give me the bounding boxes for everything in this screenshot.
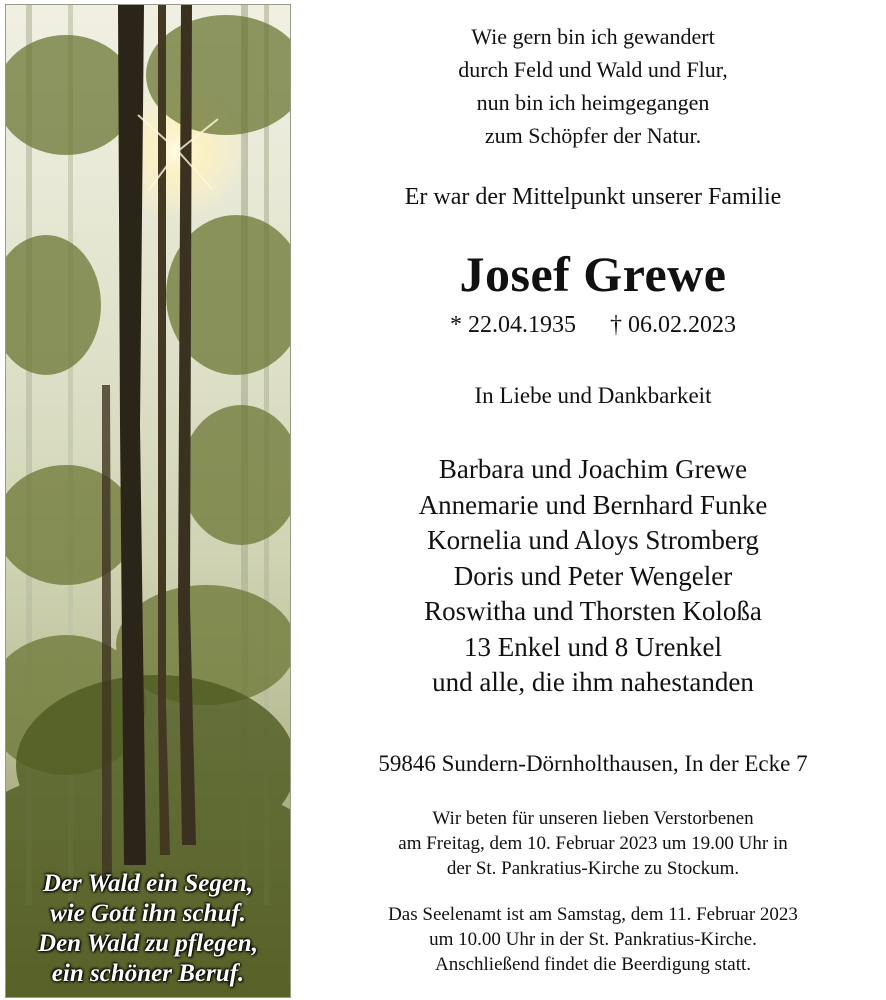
photo-poem-line: ein schöner Beruf. (51, 960, 245, 987)
mourner-line: Annemarie und Bernhard Funke (418, 489, 768, 520)
mourners-list (300, 452, 886, 701)
service-line: der St. Pankratius-Kirche zu Stockum. (446, 858, 740, 879)
verse (300, 20, 886, 152)
birth-date: * 22.04.1935 (450, 312, 576, 338)
service-line: am Freitag, dem 10. Februar 2023 um 19.00 Uhr in (398, 833, 788, 854)
mourner-line: Roswitha und Thorsten Koloßa (424, 596, 762, 626)
mourner-line: Barbara und Joachim Grewe (438, 454, 748, 484)
deceased-name: Josef Grewe (459, 246, 727, 302)
mourner-line: Kornelia und Aloys Stromberg (427, 525, 759, 555)
photo-poem-line: Der Wald ein Segen, (42, 870, 254, 897)
dedication: In Liebe und Dankbarkeit (474, 383, 712, 408)
requiem-line: um 10.00 Uhr in der St. Pankratius-Kirche. (429, 929, 757, 950)
verse-line: zum Schöpfer der Natur. (484, 123, 702, 148)
mourner-line: 13 Enkel und 8 Urenkel (464, 631, 722, 662)
requiem-line: Das Seelenamt ist am Samstag, dem 11. Februar 2023 (388, 904, 798, 925)
photo-poem-line: Den Wald zu pflegen, (38, 930, 258, 957)
prayer-service-info (300, 806, 886, 881)
forest-illustration (6, 5, 290, 997)
photo-poem (6, 869, 290, 989)
mourner-line: und alle, die ihm nahestanden (432, 667, 754, 697)
requiem-line: Anschließend findet die Beerdigung statt. (434, 954, 752, 975)
service-line: Wir beten für unseren lieben Verstorbenen (432, 808, 754, 829)
mourner-line: Doris und Peter Wengeler (453, 560, 733, 591)
obituary-text (300, 0, 886, 1000)
verse-line: nun bin ich heimgegangen (476, 90, 710, 115)
verse-line: durch Feld und Wald und Flur, (458, 57, 728, 82)
family-address: 59846 Sundern-Dörnholthausen, In der Ecke 7 (378, 751, 808, 776)
intro-line: Er war der Mittelpunkt unserer Familie (404, 184, 782, 210)
photo-poem-line: wie Gott ihn schuf. (50, 900, 246, 927)
requiem-info (300, 902, 886, 977)
death-date: † 06.02.2023 (610, 312, 736, 338)
forest-photo (5, 4, 291, 998)
verse-line: Wie gern bin ich gewandert (471, 24, 715, 49)
life-dates (300, 312, 886, 339)
